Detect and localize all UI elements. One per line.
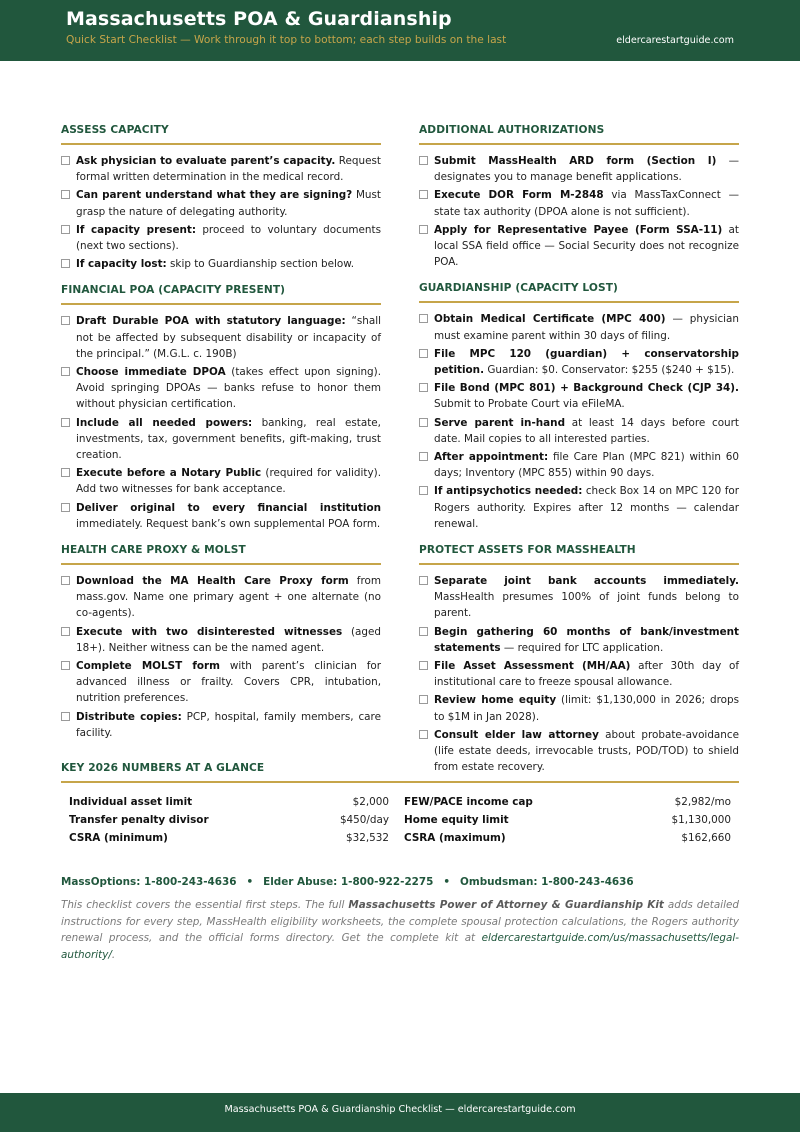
checklist-item bbox=[61, 500, 381, 532]
checkbox[interactable] bbox=[61, 367, 70, 376]
checklist-item bbox=[419, 483, 739, 532]
item-text: MassHealth presumes 100% of joint funds belong to parent. bbox=[434, 591, 739, 620]
checkbox[interactable] bbox=[419, 349, 428, 358]
checklist-item bbox=[61, 256, 381, 272]
checkbox[interactable] bbox=[61, 156, 70, 165]
checkbox[interactable] bbox=[419, 225, 428, 234]
footer-text: Massachusetts POA & Guardianship Checklist — eldercarestartguide.com bbox=[224, 1104, 576, 1115]
checklist-item bbox=[419, 187, 739, 219]
page-footer bbox=[0, 1093, 800, 1132]
item-heading: Serve parent in-hand bbox=[434, 416, 566, 429]
checkbox[interactable] bbox=[61, 316, 70, 325]
key-number-row bbox=[69, 811, 389, 829]
item-text: banking, real estate, investments, tax, government benefits, gift-making, trust creation. bbox=[76, 416, 381, 462]
checkbox[interactable] bbox=[61, 225, 70, 234]
section-title: GUARDIANSHIP (CAPACITY LOST) bbox=[419, 272, 739, 303]
checklist-item bbox=[61, 364, 381, 413]
checkbox[interactable] bbox=[419, 576, 428, 585]
item-heading: Choose immediate DPOA bbox=[76, 366, 226, 379]
item-text: (limit: $1,130,000 in 2026; drops to $1M in Jan 2028). bbox=[434, 694, 740, 723]
checklist-item bbox=[61, 187, 381, 219]
page-subtitle: Quick Start Checklist — Work through it top to bottom; each step builds on the last bbox=[66, 34, 507, 46]
key-number-label: Home equity limit bbox=[404, 814, 509, 826]
checkbox[interactable] bbox=[419, 452, 428, 461]
key-number-value: $450/day bbox=[339, 814, 389, 826]
checkbox[interactable] bbox=[419, 383, 428, 392]
checkbox[interactable] bbox=[419, 486, 428, 495]
checkbox[interactable] bbox=[61, 418, 70, 427]
key-number-label: CSRA (minimum) bbox=[69, 832, 168, 844]
item-heading: Submit MassHealth ARD form (Section I) bbox=[434, 155, 717, 167]
item-text: skip to Guardianship section below. bbox=[166, 258, 355, 271]
item-text: — required for LTC application. bbox=[500, 641, 664, 654]
checkbox[interactable] bbox=[61, 468, 70, 477]
item-text: Request formal written determination in the medical record. bbox=[76, 155, 381, 184]
page-title: Massachusetts POA & Guardianship bbox=[66, 8, 452, 30]
key-numbers-right bbox=[404, 793, 731, 847]
checklist-item bbox=[419, 222, 739, 271]
key-number-value: $32,532 bbox=[346, 832, 389, 844]
item-heading: If antipsychotics needed: bbox=[434, 485, 583, 498]
checklist-item bbox=[61, 709, 381, 741]
key-numbers-section bbox=[61, 752, 739, 853]
checkbox[interactable] bbox=[61, 503, 70, 512]
checklist-item bbox=[61, 624, 381, 656]
section-title: PROTECT ASSETS FOR MASSHEALTH bbox=[419, 534, 739, 565]
item-text: (required for validity). Add two witnesses for bank acceptance. bbox=[76, 467, 381, 496]
checklist-item bbox=[419, 380, 739, 412]
item-text: Guardian: $0. Conservator: $255 ($240 + $15). bbox=[484, 364, 735, 377]
checklist-item bbox=[419, 311, 739, 343]
separator: • bbox=[246, 876, 254, 888]
item-text: from mass.gov. Name one primary agent + one alternate (no co-agents). bbox=[76, 575, 381, 620]
checkbox[interactable] bbox=[61, 712, 70, 721]
checkbox[interactable] bbox=[61, 661, 70, 670]
key-number-row bbox=[404, 793, 731, 811]
item-heading: File Bond (MPC 801) + Background Check (CJP 34). bbox=[434, 382, 739, 395]
key-number-row bbox=[404, 829, 731, 847]
checklist-item bbox=[61, 313, 381, 362]
note-text-before: This checklist covers the essential first steps. The full bbox=[61, 899, 349, 911]
item-heading: Distribute copies: bbox=[76, 710, 182, 723]
checkbox[interactable] bbox=[61, 627, 70, 636]
key-numbers-left bbox=[69, 793, 389, 847]
checkbox[interactable] bbox=[61, 190, 70, 199]
item-text: at least 14 days before court date. Mail copies to all interested parties. bbox=[434, 416, 739, 445]
elder-abuse-phone[interactable]: Elder Abuse: 1-800-922-2275 bbox=[263, 876, 434, 888]
checkbox[interactable] bbox=[419, 627, 428, 636]
item-heading: Obtain Medical Certificate (MPC 400) bbox=[434, 313, 666, 326]
checklist-item bbox=[61, 415, 381, 464]
checklist-item bbox=[61, 658, 381, 707]
item-heading: Deliver original to every financial institution bbox=[76, 501, 381, 514]
checklist-item bbox=[419, 449, 739, 481]
item-heading: Execute before a Notary Public bbox=[76, 467, 262, 480]
item-heading: File MPC 120 (guardian) + conservatorship petition. bbox=[434, 347, 739, 377]
item-text: at local SSA field office — Social Security does not recognize POA. bbox=[434, 223, 739, 269]
checkbox[interactable] bbox=[419, 314, 428, 323]
item-heading: After appointment: bbox=[434, 451, 549, 464]
checkbox[interactable] bbox=[61, 259, 70, 268]
key-number-value: $2,000 bbox=[352, 796, 389, 808]
right-column bbox=[419, 114, 739, 778]
item-text: via MassTaxConnect — state tax authority (DPOA alone is not sufficient). bbox=[434, 189, 739, 218]
checklist-item bbox=[61, 222, 381, 254]
item-heading: Execute with two disinterested witnesses bbox=[76, 625, 343, 638]
checkbox[interactable] bbox=[61, 576, 70, 585]
contact-line bbox=[61, 876, 634, 888]
massoptions-phone[interactable]: MassOptions: 1-800-243-4636 bbox=[61, 876, 237, 888]
item-heading: Execute DOR Form M-2848 bbox=[434, 189, 604, 202]
checklist-item bbox=[419, 624, 739, 656]
item-heading: Can parent understand what they are signing? bbox=[76, 189, 353, 202]
item-text: Submit to Probate Court via eFileMA. bbox=[434, 398, 625, 411]
key-number-label: CSRA (maximum) bbox=[404, 832, 506, 844]
key-number-value: $2,982/mo bbox=[674, 796, 731, 808]
key-numbers-title: KEY 2026 NUMBERS AT A GLANCE bbox=[61, 752, 739, 783]
section-title: FINANCIAL POA (CAPACITY PRESENT) bbox=[61, 274, 381, 305]
checklist-item bbox=[419, 658, 739, 690]
item-heading: Ask physician to evaluate parent’s capacity. bbox=[76, 155, 336, 167]
key-number-label: Transfer penalty divisor bbox=[69, 814, 209, 826]
key-number-value: $1,130,000 bbox=[671, 814, 731, 826]
key-number-row bbox=[69, 829, 389, 847]
section-title: ADDITIONAL AUTHORIZATIONS bbox=[419, 114, 739, 145]
item-heading: Include all needed powers: bbox=[76, 416, 253, 429]
item-heading: Consult elder law attorney bbox=[434, 728, 599, 741]
checkbox[interactable] bbox=[419, 695, 428, 704]
checkbox[interactable] bbox=[419, 418, 428, 427]
item-heading: Review home equity bbox=[434, 694, 557, 707]
header-site-link[interactable]: eldercarestartguide.com bbox=[616, 35, 734, 46]
key-number-row bbox=[69, 793, 389, 811]
item-heading: Complete MOLST form bbox=[76, 660, 220, 673]
section-title: ASSESS CAPACITY bbox=[61, 114, 381, 145]
item-text: — physician must examine parent within 30 days of filing. bbox=[434, 313, 739, 342]
checkbox[interactable] bbox=[419, 730, 428, 739]
item-text: about probate-avoidance (life estate deeds, irrevocable trusts, POD/TOD) to shield from estate recovery. bbox=[434, 728, 739, 774]
checkbox[interactable] bbox=[419, 190, 428, 199]
checklist-item bbox=[61, 573, 381, 622]
checklist-item bbox=[419, 153, 739, 185]
item-text: “shall not be affected by subsequent disability or incapacity of the principal.” (M.G.L. c. 190B) bbox=[76, 315, 381, 360]
key-number-row bbox=[404, 811, 731, 829]
checklist-item bbox=[419, 573, 739, 622]
item-text: — designates you to manage benefit applications. bbox=[434, 155, 739, 184]
item-text: with parent’s clinician for advanced illness or frailty. Covers CPR, intubation, nutrition preferences. bbox=[76, 660, 381, 705]
item-heading: File Asset Assessment (MH/AA) bbox=[434, 660, 631, 673]
note-url-link[interactable]: eldercarestartguide.com/us/massachusetts/legal-authority/ bbox=[61, 932, 739, 961]
item-text: check Box 14 on MPC 120 for Rogers authority. Expires after 12 months — calendar renewal. bbox=[434, 485, 739, 530]
left-column bbox=[61, 114, 381, 743]
checklist-item bbox=[61, 153, 381, 185]
item-heading: If capacity lost: bbox=[76, 258, 167, 271]
separator: • bbox=[443, 876, 451, 888]
key-number-label: FEW/PACE income cap bbox=[404, 796, 533, 808]
key-number-value: $162,660 bbox=[681, 832, 731, 844]
item-text: after 30th day of institutional care to freeze spousal allowance. bbox=[434, 660, 739, 689]
item-text: (aged 18+). Neither witness can be the named agent. bbox=[76, 625, 381, 654]
checklist-item bbox=[419, 346, 739, 378]
page-header bbox=[0, 0, 800, 61]
item-heading: Separate joint bank accounts immediately. bbox=[434, 575, 739, 588]
item-heading: Download the MA Health Care Proxy form bbox=[76, 575, 349, 588]
checklist-item bbox=[61, 465, 381, 497]
item-text: proceed to voluntary documents (next two sections). bbox=[76, 223, 381, 253]
checklist-item bbox=[419, 415, 739, 447]
checkbox[interactable] bbox=[419, 661, 428, 670]
checklist-item bbox=[419, 692, 739, 724]
item-heading: Apply for Representative Payee (Form SSA-11) bbox=[434, 223, 723, 236]
key-numbers-table bbox=[61, 793, 739, 853]
note-kit-name: Massachusetts Power of Attorney & Guardianship Kit bbox=[348, 899, 664, 911]
checkbox[interactable] bbox=[419, 156, 428, 165]
item-heading: Draft Durable POA with statutory language: bbox=[76, 315, 346, 328]
item-text: Must grasp the nature of delegating authority. bbox=[76, 189, 381, 218]
item-heading: Begin gathering 60 months of bank/investment statements bbox=[434, 625, 739, 654]
key-number-label: Individual asset limit bbox=[69, 796, 193, 808]
item-text: file Care Plan (MPC 821) within 60 days; Inventory (MPC 855) within 90 days. bbox=[434, 451, 739, 480]
item-text: PCP, hospital, family members, care facility. bbox=[76, 710, 381, 739]
ombudsman-phone[interactable]: Ombudsman: 1-800-243-4636 bbox=[460, 876, 634, 888]
item-text: immediately. Request bank’s own supplemental POA form. bbox=[76, 517, 381, 530]
kit-note bbox=[61, 897, 739, 963]
item-heading: If capacity present: bbox=[76, 223, 197, 236]
section-title: HEALTH CARE PROXY & MOLST bbox=[61, 534, 381, 565]
note-text-end: . bbox=[111, 948, 116, 961]
note-text-after: adds detailed instructions for every step, MassHealth eligibility worksheets, the complete spousal protection calculations, the Rogers authority renewal process, and the official forms directory. Get the complete kit at bbox=[61, 899, 739, 945]
item-text: (takes effect upon signing). Avoid springing DPOAs — banks refuse to honor them without physician certification. bbox=[76, 366, 382, 411]
